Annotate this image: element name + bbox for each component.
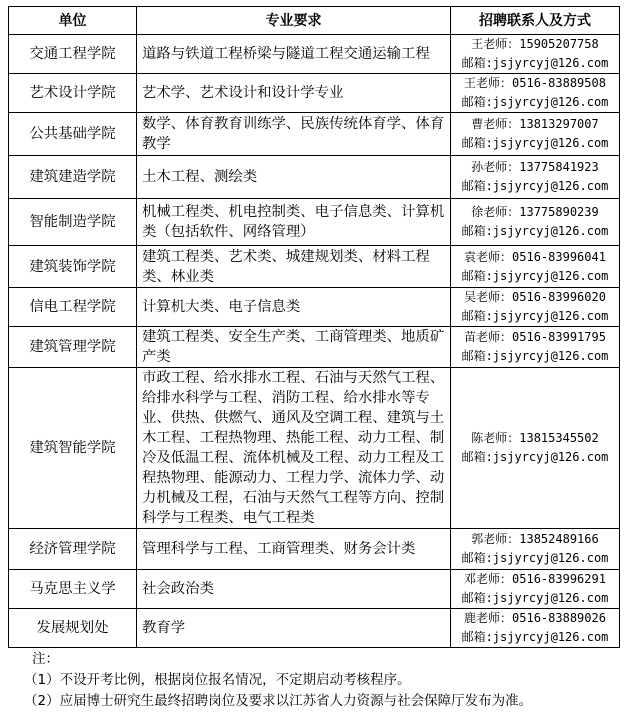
contact-email: 邮箱:jsjyrcyj@126.com [461,268,609,283]
major-cell: 计算机大类、电子信息类 [137,288,451,327]
major-cell: 教育学 [137,609,451,648]
major-cell: 道路与铁道工程桥梁与隧道工程交通运输工程 [137,35,451,74]
table-row [9,288,620,327]
note-item: （1）不设开考比例，根据岗位报名情况，不定期启动考核程序。 [24,672,411,688]
major-cell: 市政工程、给水排水工程、石油与天然气工程、给排水科学与工程、消防工程、给水排水等专业、供热、供燃气、通风及空调工程、建筑与土木工程、工程热物理、热能工程、动力工程、制冷及低温工程、流体机械及工程、动力工程及工程热物理、能源动力、工程力学、流体力学、动力机械及工程，石油与天然气工程等方向、控制科学与工程类、电气工程类 [137,368,451,529]
contact-email: 邮箱:jsjyrcyj@126.com [461,224,609,238]
contact-cell [451,288,620,327]
unit-cell: 建筑管理学院 [9,327,137,368]
contact-cell [451,368,620,529]
contact-cell [451,35,620,74]
recruitment-table [8,6,620,648]
unit-cell: 艺术设计学院 [9,74,137,113]
unit-cell: 建筑建造学院 [9,156,137,199]
unit-cell: 发展规划处 [9,609,137,648]
contact-cell [451,113,620,156]
contact-cell [451,529,620,570]
contact-email: 邮箱:jsjyrcyj@126.com [461,630,609,644]
major-cell: 管理科学与工程、工商管理类、财务会计类 [137,529,451,570]
header-unit: 单位 [9,7,137,35]
contact-person: 袁老师：0516-83996041 [464,249,606,264]
contact-email: 邮箱:jsjyrcyj@126.com [461,450,609,464]
contact-person: 孙老师：13775841923 [471,160,599,174]
table-row [9,35,620,74]
major-cell: 数学、体育教育训练学、民族传统体育学、体育教学 [137,113,451,156]
table-row [9,74,620,113]
contact-person: 曹老师：13813297007 [471,117,599,131]
header-major: 专业要求 [137,7,451,35]
notes [24,649,626,712]
contact-person: 徐老师：13775890239 [471,205,599,219]
unit-cell: 建筑智能学院 [9,368,137,529]
note-item: （2）应届博士研究生最终招聘岗位及要求以江苏省人力资源与社会保障厅发布为准。 [24,693,533,709]
unit-cell: 交通工程学院 [9,35,137,74]
major-cell: 社会政治类 [137,570,451,609]
unit-cell: 信电工程学院 [9,288,137,327]
contact-person: 郭老师：13852489166 [471,532,599,546]
major-cell: 土木工程、测绘类 [137,156,451,199]
major-cell: 艺术学、艺术设计和设计学专业 [137,74,451,113]
unit-cell: 智能制造学院 [9,199,137,246]
contact-email: 邮箱:jsjyrcyj@126.com [461,179,609,193]
notes-title: 注： [32,651,59,667]
contact-person: 吴老师：0516-83996020 [464,290,606,304]
contact-person: 鹿老师：0516-83889026 [464,611,606,625]
contact-person: 王老师：15905207758 [471,37,599,51]
contact-email: 邮箱:jsjyrcyj@126.com [461,551,609,565]
table-row [9,327,620,368]
contact-person: 苗老师：0516-83991795 [464,330,606,344]
unit-cell: 建筑装饰学院 [9,246,137,288]
contact-cell [451,609,620,648]
table-row [9,570,620,609]
contact-email: 邮箱:jsjyrcyj@126.com [461,349,609,363]
table-row [9,156,620,199]
table-row [9,609,620,648]
contact-cell [451,246,620,288]
table-row [9,199,620,246]
contact-cell [451,327,620,368]
major-cell: 机械工程类、机电控制类、电子信息类、计算机类（包括软件、网络管理） [137,199,451,246]
contact-email: 邮箱:jsjyrcyj@126.com [461,95,609,109]
table-row [9,113,620,156]
table-row [9,246,620,288]
unit-cell: 经济管理学院 [9,529,137,570]
unit-cell: 公共基础学院 [9,113,137,156]
header-contact: 招聘联系人及方式 [451,7,620,35]
major-cell: 建筑工程类、艺术类、城建规划类、材料工程类、林业类 [137,246,451,288]
contact-email: 邮箱:jsjyrcyj@126.com [461,309,609,323]
contact-email: 邮箱:jsjyrcyj@126.com [461,56,609,70]
contact-email: 邮箱:jsjyrcyj@126.com [461,136,609,150]
contact-cell [451,199,620,246]
unit-cell: 马克思主义学 [9,570,137,609]
contact-person: 王老师：0516-83889508 [464,76,606,90]
contact-cell [451,74,620,113]
table-row [9,368,620,529]
table-row [9,529,620,570]
contact-cell [451,570,620,609]
contact-email: 邮箱:jsjyrcyj@126.com [461,591,609,605]
header-row [9,7,620,35]
major-cell: 建筑工程类、安全生产类、工商管理类、地质矿产类 [137,327,451,368]
contact-person: 陈老师：13815345502 [471,431,599,445]
contact-person: 邓老师：0516-83996291 [464,572,606,586]
contact-cell [451,156,620,199]
